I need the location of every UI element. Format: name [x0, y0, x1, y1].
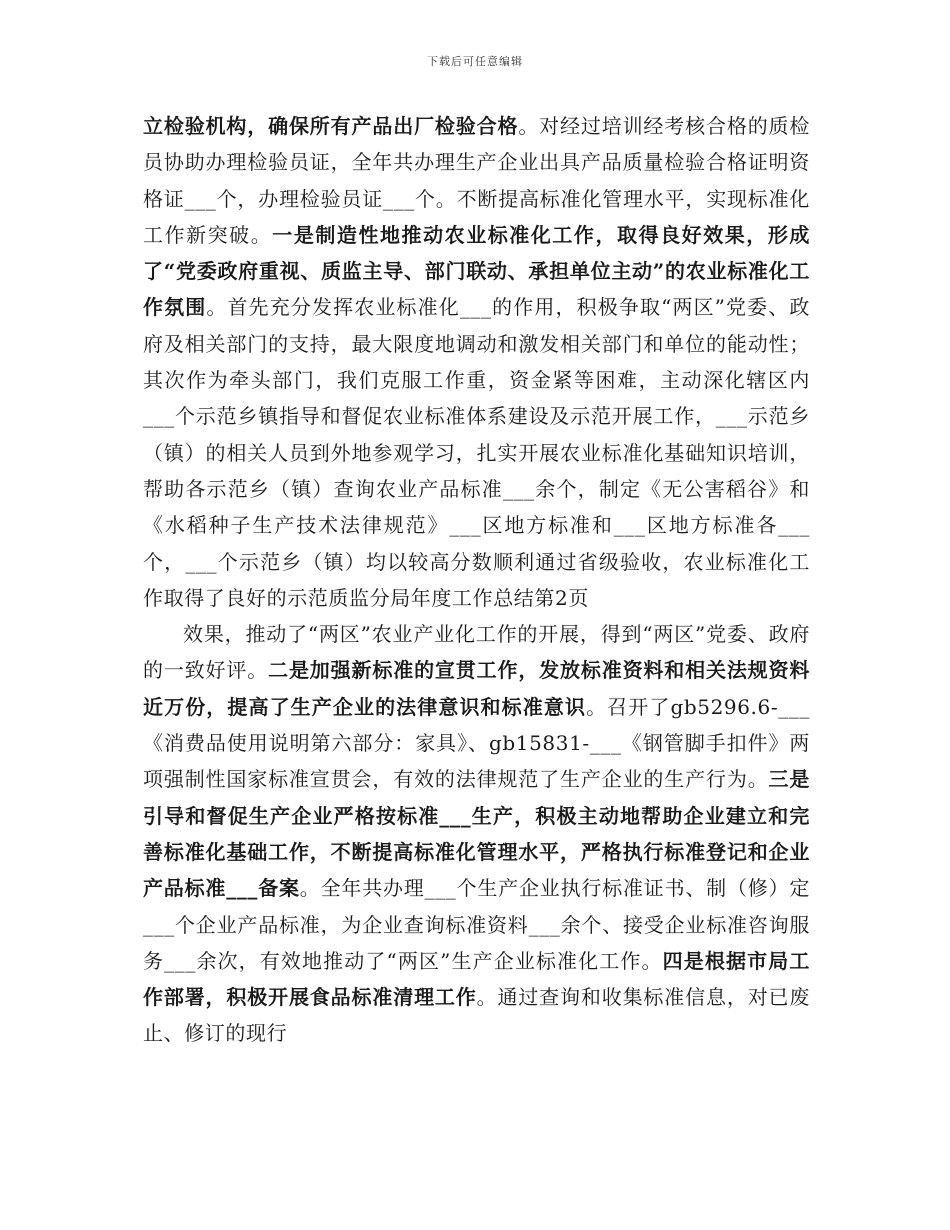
text-run: 立检验机构，确保所有产品出厂检验合格 [143, 114, 519, 138]
paragraph-2 [143, 616, 810, 1052]
text-run: 四是根据市局工作部署，积极开展食品标准清理工作 [143, 948, 810, 1010]
text-run: 三是引导和督促生产企业严格按标准___生产，积极主动地帮助企业建立和完善标准化基础工作，不断提高标准化管理水平，严格执行标准登记和企业产品标准___备案 [143, 767, 810, 901]
text-run: 二是加强新标准的宣贯工作，发放标准资料和相关法规资料近万份，提高了生产企业的法律意识和标准意识 [143, 658, 810, 719]
text-run: 。全年共办理___个生产企业执行标准证书、制（修）定___个企业产品标准，为企业查询标准资料___余个、接受企业标准咨询服务___余次，有效地推动了“两区”生产企业标准化工作。 [143, 876, 810, 973]
text-run: 。首先充分发挥农业标准化___的作用，积极争取“两区”党委、政府及相关部门的支持，最大限度地调动和激发相关部门和单位的能动性；其次作为牵头部门，我们克服工作重，资金紧等困难，主动深化辖区内___个示范乡镇指导和督促农业标准体系建设及示范开展工作，___示范乡（镇）的相关人员到外地参观学习，扎实开展农业标准化基础知识培训，帮助各示范乡（镇）查询农业产品标准___余个，制定《无公害稻谷》和《水稻种子生产技术法律规范》___区地方标准和___区地方标准各___个，___个示范乡（镇）均以较高分数顺利通过省级验收，农业标准化工作取得了良好的示范质监分局年度工作总结第2页 [143, 295, 810, 610]
text-run: 一是制造性地推动农业标准化工作，取得良好效果，形成了“党委政府重视、质监主导、部门联动、承担单位主动”的农业标准化工作氛围 [143, 222, 810, 320]
page-header: 下载后可任意编辑 [427, 55, 523, 68]
document-body [143, 108, 810, 1052]
text-run: 。召开了gb5296.6-___《消费品使用说明第六部分：家具》、gb15831-___《钢管脚手扣件》两项强制性国家标准宣贯会，有效的法律规范了生产企业的生产行为。 [143, 694, 810, 792]
text-run: 。对经过培训经考核合格的质检员协助办理检验员证，全年共办理生产企业出具产品质量检验合格证明资格证___个，办理检验员证___个。不断提高标准化管理水平，实现标准化工作新突破。 [143, 114, 810, 247]
text-run: 。通过查询和收集标准信息，对已废止、修订的现行 [143, 985, 810, 1046]
text-run: 效果，推动了“两区”农业产业化工作的开展，得到“两区”党委、政府的一致好评。 [143, 622, 810, 683]
paragraph-1 [143, 108, 810, 616]
